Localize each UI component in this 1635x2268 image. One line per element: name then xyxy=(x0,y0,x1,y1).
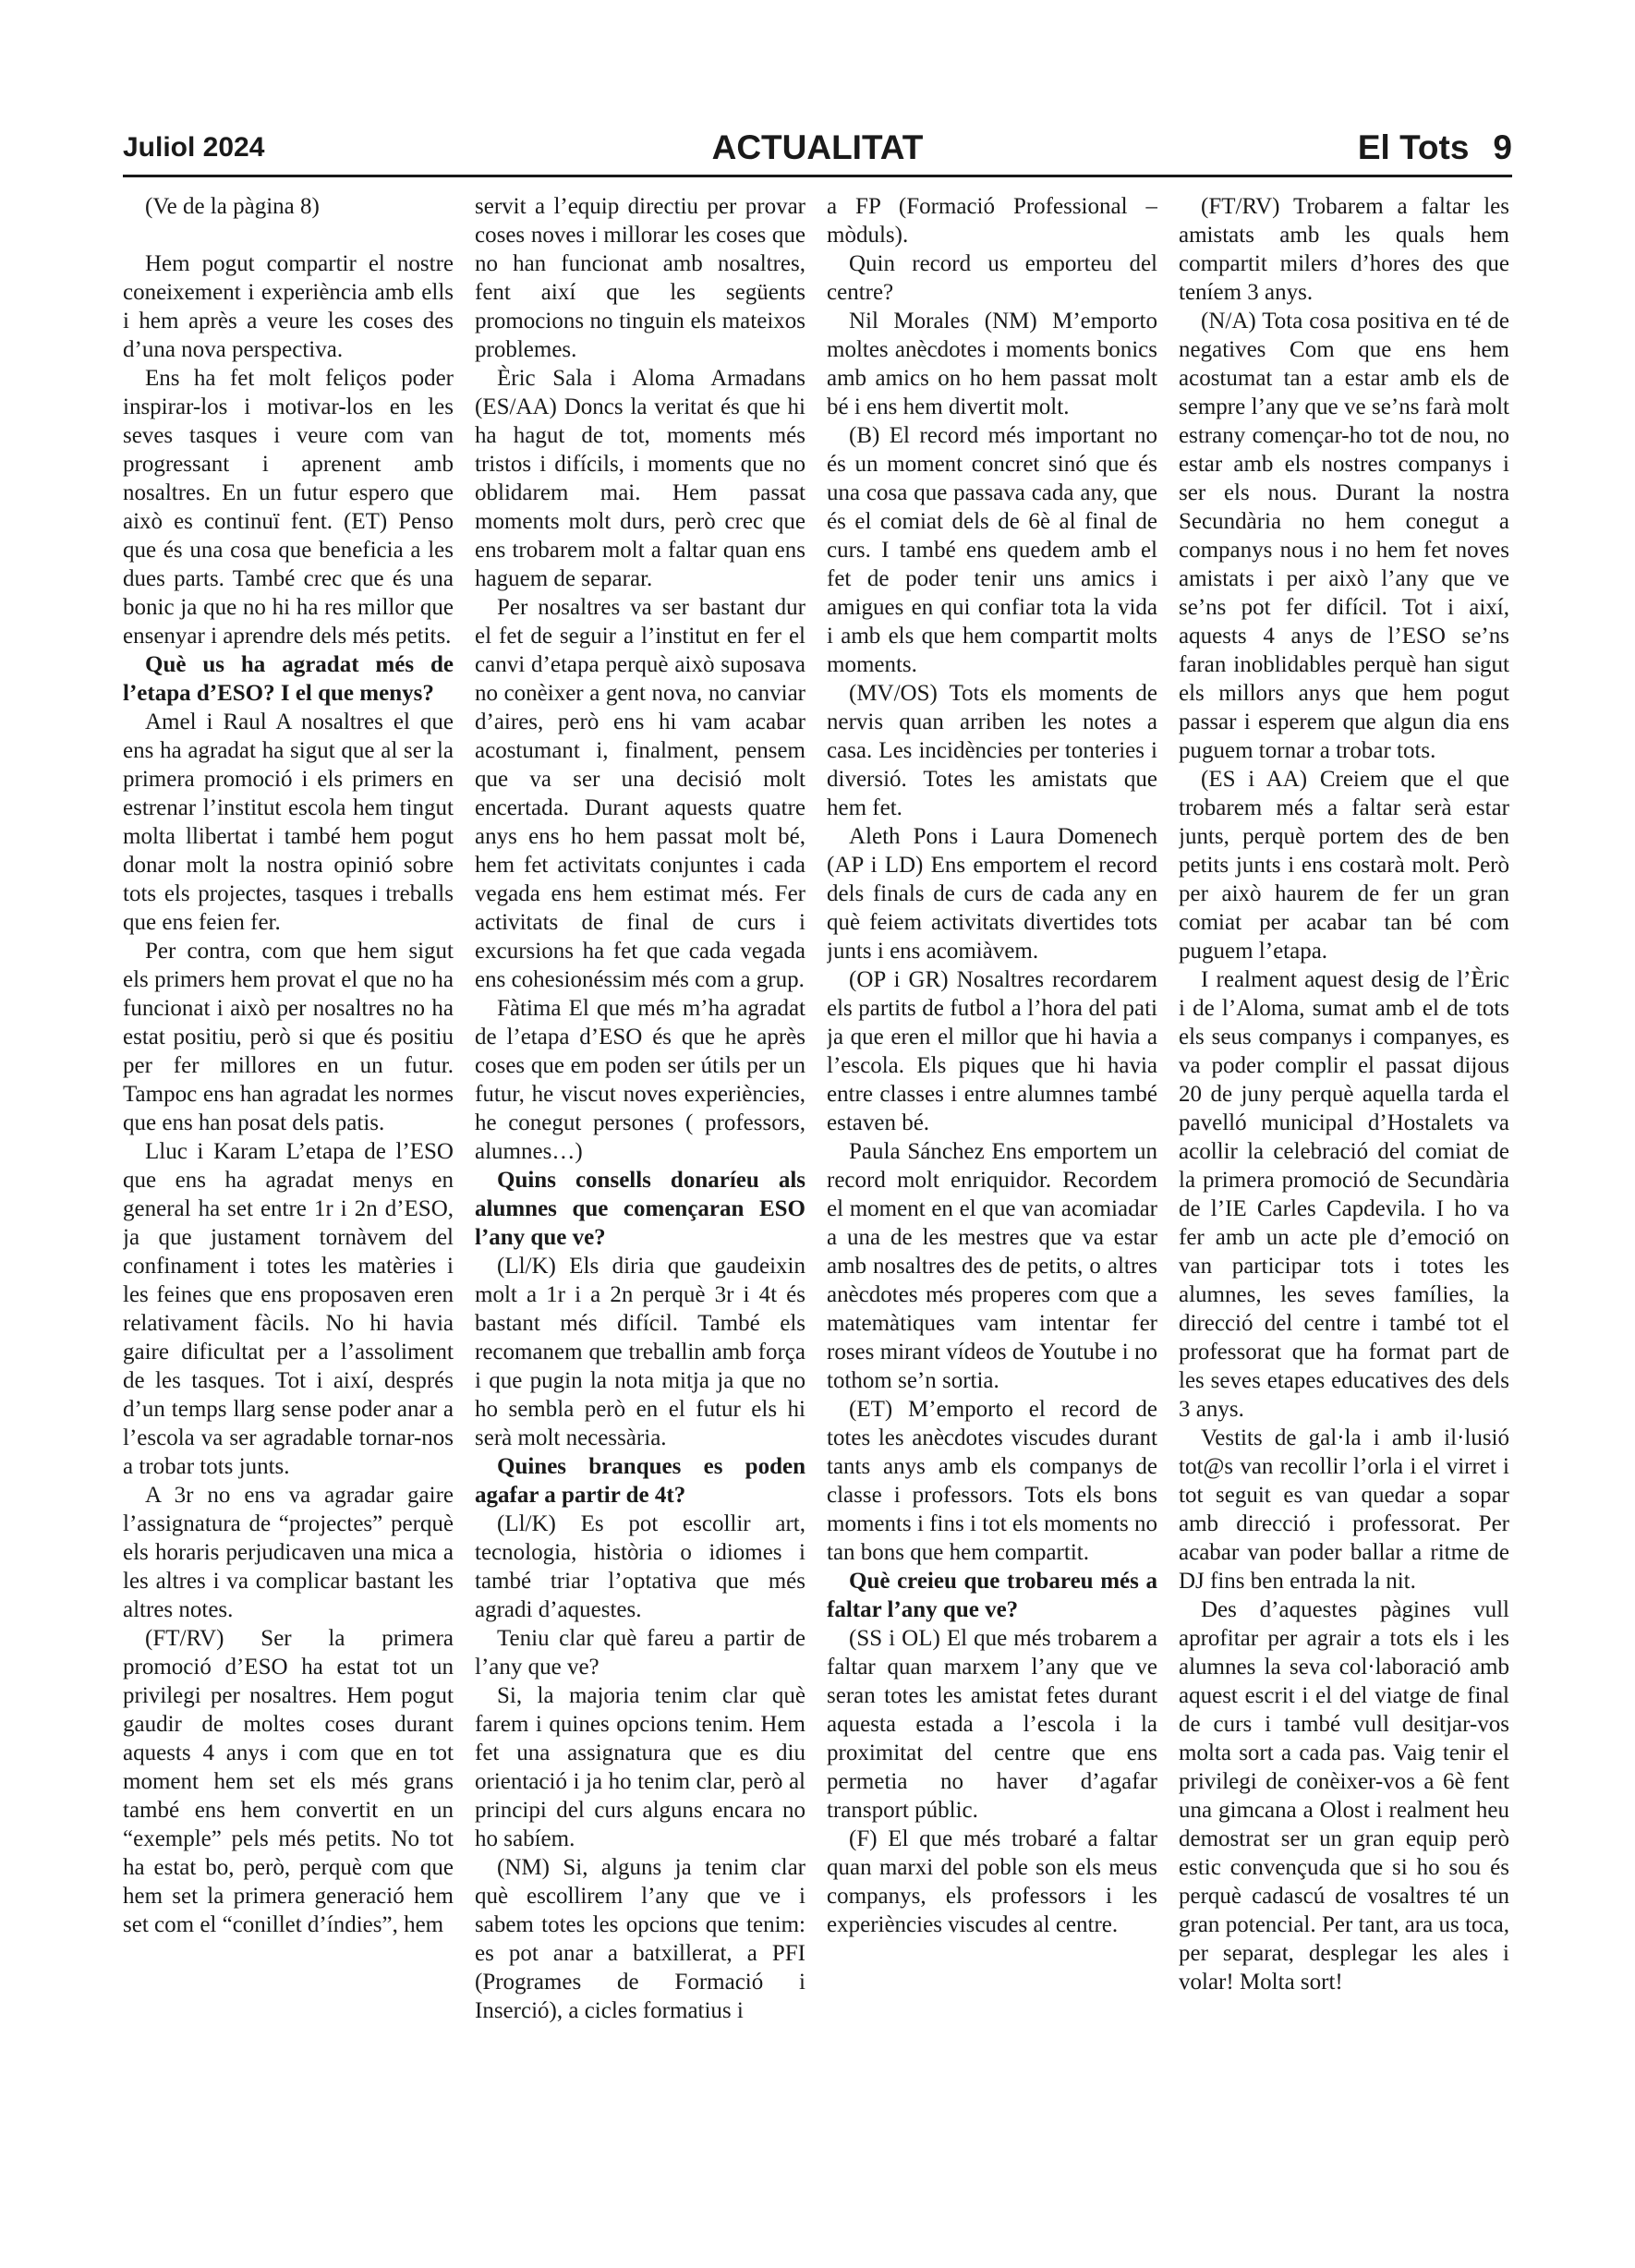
paragraph: (ES i AA) Creiem que el que trobarem més a faltar serà estar junts, perquè portem des de ben petits junts i ens costarà molt. Però per això haurem de fer un gran comiat per acabar tan bé com puguem l’etapa. xyxy=(1179,767,1509,964)
article-column-4 xyxy=(1179,192,1509,2220)
paragraph: Aleth Pons i Laura Domenech (AP i LD) Ens emportem el record dels finals de curs de cada any en què feiem activitats divertides tots junts i ens acomiàvem. xyxy=(827,824,1157,964)
paragraph: (B) El record més important no és un moment concret sinó que és una cosa que passava cada any, que és el comiat dels de 6è al final de curs. I també ens quedem amb el fet de poder tenir uns amics i amigues en qui confiar tota la vida i amb els que hem compartit molts moments. xyxy=(827,423,1157,677)
paragraph: (OP i GR) Nosaltres recordarem els partits de futbol a l’hora del pati ja que eren el millor que hi havia a l’escola. Els piques que hi havia entre classes i entre alumnes també estaven bé. xyxy=(827,967,1157,1135)
paragraph: I realment aquest desig de l’Èric i de l’Aloma, sumat amb el de tots els seus companys i companyes, es va poder complir el passat dijous 20 de juny perquè aquella tarda el pavelló municipal d’Hostalets va acollir la celebració del comiat de la primera promoció de Secundària de l’IE Carles Capdevila. I ho va fer amb un acte ple d’emoció on van participar tots i totes les alumnes, les seves famílies, la direcció del centre i també tot el professorat que ha format part de les seves etapes educatives des dels 3 anys. xyxy=(1179,967,1509,1422)
paragraph-continued: servit a l’equip directiu per provar coses noves i millorar les coses que no han funcionat amb nosaltres, fent així que les següents promocions no tinguin els mateixos problemes. xyxy=(475,194,805,362)
paragraph: (SS i OL) El que més trobarem a faltar quan marxem l’any que ve seran totes les amistat fetes durant aquesta estada a l’escola i la proximitat del centre que ens permetia no haver d’agafar transport públic. xyxy=(827,1626,1157,1823)
page-header xyxy=(123,127,1512,168)
article-column-2 xyxy=(475,192,805,2220)
publication-name: El Tots xyxy=(1357,128,1470,166)
paragraph: (FT/RV) Trobarem a faltar les amistats amb les quals hem compartit milers d’hores des que teníem 3 anys. xyxy=(1179,194,1509,305)
interview-question: Quins consells donaríeu als alumnes que començaran ESO l’any que ve? xyxy=(475,1168,805,1250)
article-column-3 xyxy=(827,192,1157,2220)
paragraph: (F) El que més trobaré a faltar quan marxi del poble son els meus companys, els professors i les experiències viscudes al centre. xyxy=(827,1826,1157,1937)
publication-and-page xyxy=(1358,127,1512,168)
paragraph: Nil Morales (NM) M’emporto moltes anècdotes i moments bonics amb amics on ho hem passat molt bé i ens hem divertit molt. xyxy=(827,309,1157,419)
header-rule xyxy=(123,175,1512,177)
issue-date: Juliol 2024 xyxy=(123,132,265,163)
paragraph: Paula Sánchez Ens emportem un record molt enriquidor. Recordem el moment en el que van acomiadar a una de les mestres que va estar amb nosaltres des de petits, o altres anècdotes més properes com que a matemàtiques vam intentar fer roses mirant vídeos de Youtube i no tothom se’n sortia. xyxy=(827,1139,1157,1393)
paragraph: (ET) M’emporto el record de totes les anècdotes viscudes durant tants anys amb els companys de classe i professors. Tots els bons moments i fins i tot els moments no tan bons que hem compartit. xyxy=(827,1397,1157,1565)
paragraph: Si, la majoria tenim clar què farem i quines opcions tenim. Hem fet una assignatura que es diu orientació i ja ho tenim clar, però al principi del curs alguns encara no ho sabíem. xyxy=(475,1683,805,1851)
paragraph: Ens ha fet molt feliços poder inspirar-los i motivar-los en les seves tasques i veure com van progressant i aprenent amb nosaltres. En un futur espero que això es continuï fent. (ET) Penso que és una cosa que beneficia a les dues parts. També crec que és una bonic ja que no hi ha res millor que ensenyar i aprendre dels més petits. xyxy=(123,366,454,649)
interview-question: Què us ha agradat més de l’etapa d’ESO? I el que menys? xyxy=(123,652,454,706)
paragraph: (FT/RV) Ser la primera promoció d’ESO ha estat tot un privilegi per nosaltres. Hem pogut gaudir de moltes coses durant aquests 4 anys i com que en tot moment hem set els més grans també ens hem convertit en un “exemple” pels més petits. No tot ha estat bo, però, perquè com que hem set la primera generació hem set com el “conillet d’índies”, hem xyxy=(123,1626,454,1937)
paragraph: (MV/OS) Tots els moments de nervis quan arriben les notes a casa. Les incidències per tonteries i diversió. Totes les amistats que hem fet. xyxy=(827,681,1157,820)
paragraph: Fàtima El que més m’ha agradat de l’etapa d’ESO és que he après coses que em poden ser útils per un futur, he viscut noves experiències, he conegut persones ( professors, alumnes…) xyxy=(475,996,805,1164)
interview-question: Quin record us emporteu del centre? xyxy=(827,251,1157,305)
section-title: ACTUALITAT xyxy=(711,128,924,166)
paragraph: (Ll/K) Els diria que gaudeixin molt a 1r i a 2n perquè 3r i 4t és bastant més difícil. També els recomanem que treballin amb força i que pugin la nota mitja ja que no ho sembla però en el futur els hi serà molt necessària. xyxy=(475,1254,805,1450)
paragraph: Lluc i Karam L’etapa de l’ESO que ens ha agradat menys en general ha set entre 1r i 2n d’ESO, ja que justament tornàvem del confinament i totes les matèries i les feines que ens proposaven eren relativament fàcils. No hi havia gaire dificultat per a l’assoliment de les tasques. Tot i així, després d’un temps llarg sense poder anar a l’escola va ser agradable tornar-nos a trobar tots junts. xyxy=(123,1139,454,1479)
paragraph: Des d’aquestes pàgines vull aprofitar per agrair a tots els i les alumnes la seva col·laboració amb aquest escrit i el del viatge de final de curs i també vull desitjar-vos molta sort a cada pas. Vaig tenir el privilegi de conèixer-vos a 6è fent una gimcana a Olost i realment heu demostrat ser un gran equip però estic convençuda que si ho sou és perquè cadascú de vosaltres té un gran potencial. Per tant, ara us toca, per separat, desplegar les ales i volar! Molta sort! xyxy=(1179,1597,1509,1995)
paragraph: (NM) Si, alguns ja tenim clar què escollirem l’any que ve i sabem totes les opcions que tenim: es pot anar a batxillerat, a PFI (Programes de Formació i Inserció), a cicles formatius i xyxy=(475,1855,805,2023)
paragraph: Per nosaltres va ser bastant dur el fet de seguir a l’institut en fer el canvi d’etapa perquè això suposava no conèixer a gent nova, no canviar d’aires, però ens hi vam acabar acostumant i, finalment, pensem que va ser una decisió molt encertada. Durant aquests quatre anys ens ho hem passat molt bé, hem fet activitats conjuntes i cada vegada ens hem estimat més. Fer activitats de final de curs i excursions ha fet que cada vegada ens cohesionéssim més com a grup. xyxy=(475,595,805,992)
article-column-1 xyxy=(123,192,454,2220)
paragraph: Amel i Raul A nosaltres el que ens ha agradat ha sigut que al ser la primera promoció i els primers en estrenar l’institut escola hem tingut molta llibertat i també hem pogut donar molt la nostra opinió sobre tots els projectes, tasques i treballs que ens feien fer. xyxy=(123,710,454,935)
interview-question: Què creieu que trobareu més a faltar l’any que ve? xyxy=(827,1569,1157,1622)
paragraph: (N/A) Tota cosa positiva en té de negatives Com que ens hem acostumat tan a estar amb els de sempre l’any que ve se’ns farà molt estrany començar-ho tot de nou, no estar amb els nostres companys i ser els nous. Durant la nostra Secundària no hem conegut a companys nous i no hem fet noves amistats i per això l’any que ve se’ns pot fer difícil. Tot i així, aquests 4 anys de l’ESO se’ns faran inoblidables perquè han sigut els millors anys que hem pogut passar i esperem que algun dia ens puguem tornar a trobar tots. xyxy=(1179,309,1509,763)
page-number: 9 xyxy=(1493,128,1512,166)
continuation-note: (Ve de la pàgina 8) xyxy=(145,194,320,219)
interview-question: Teniu clar què fareu a partir de l’any que ve? xyxy=(475,1626,805,1680)
paragraph: Per contra, com que hem sigut els primers hem provat el que no ha funcionat i això per nosaltres no ha estat positiu, però si que és positiu per fer millores en un futur. Tampoc ens han agradat les normes que ens han posat dels patis. xyxy=(123,939,454,1135)
paragraph: Èric Sala i Aloma Armadans (ES/AA) Doncs la veritat és que hi ha hagut de tot, moments més tristos i difícils, i moments que no oblidarem mai. Hem passat moments molt durs, però crec que ens trobarem molt a faltar quan ens haguem de separar. xyxy=(475,366,805,591)
interview-question: Quines branques es poden agafar a partir de 4t? xyxy=(475,1454,805,1508)
paragraph: A 3r no ens va agradar gaire l’assignatura de “projectes” perquè els horaris perjudicaven una mica a les altres i va complicar bastant les altres notes. xyxy=(123,1483,454,1622)
paragraph: Vestits de gal·la i amb il·lusió tot@s van recollir l’orla i el virret i tot seguit es van quedar a sopar amb direcció i professorat. Per acabar van poder ballar a ritme de DJ fins ben entrada la nit. xyxy=(1179,1425,1509,1594)
paragraph: Hem pogut compartir el nostre coneixement i experiència amb ells i hem après a veure les coses des d’una nova perspectiva. xyxy=(123,251,454,362)
paragraph-continued: a FP (Formació Professional – mòduls). xyxy=(827,194,1157,248)
paragraph: (Ll/K) Es pot escollir art, tecnologia, història o idiomes i també triar l’optativa que més agradi d’aquestes. xyxy=(475,1511,805,1622)
